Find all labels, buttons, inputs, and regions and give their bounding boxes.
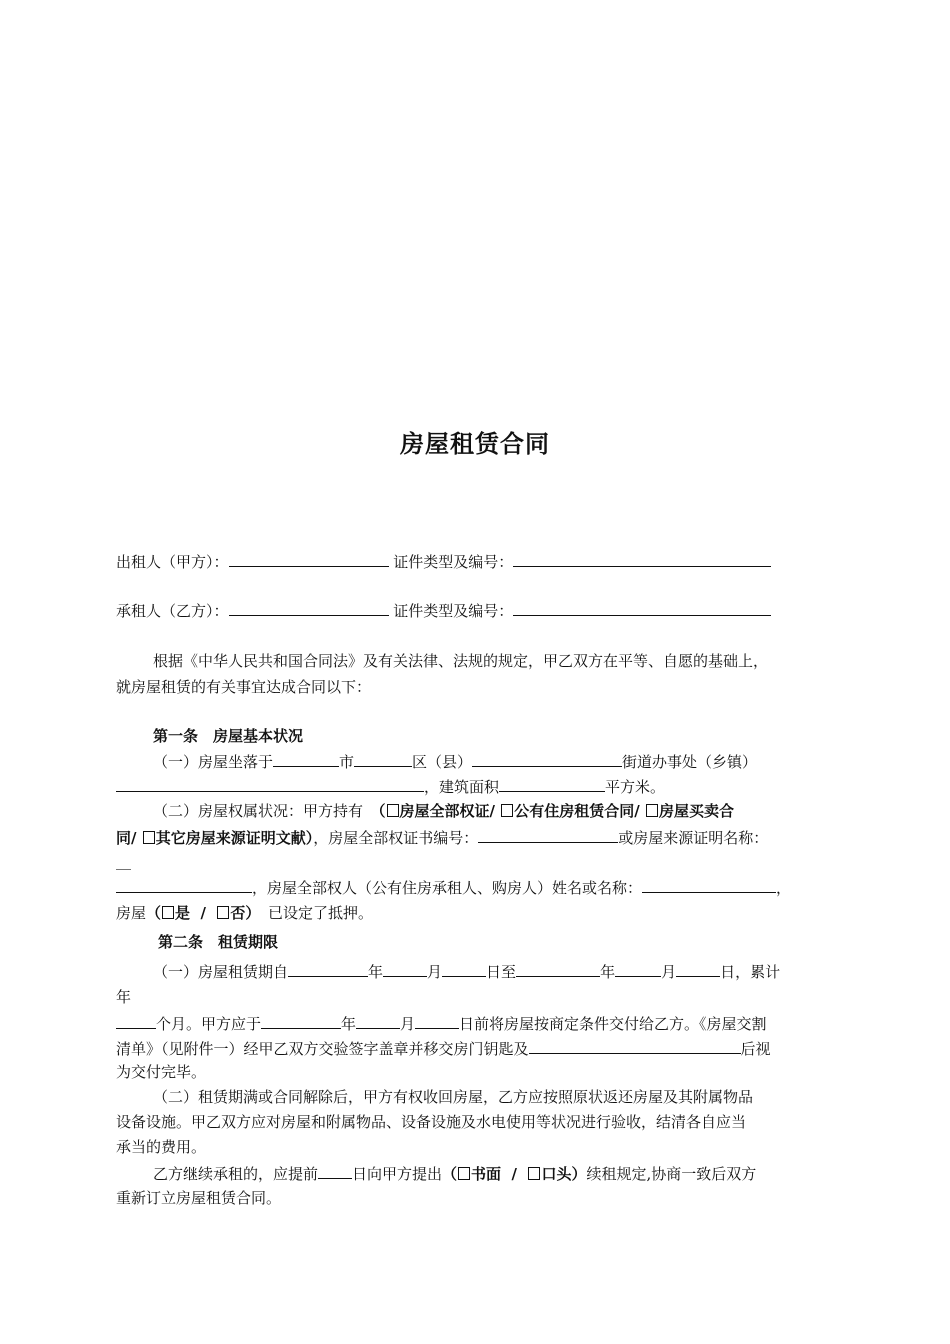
text: （一）房屋租赁期自 <box>153 963 289 981</box>
preamble-line-1: 根据《中华人民共和国合同法》及有关法律、法规的规定，甲乙双方在平等、自愿的基础上， <box>153 652 769 670</box>
text: 乙方继续承租的，应提前 <box>153 1165 319 1183</box>
checkbox-oral[interactable] <box>528 1167 540 1180</box>
checkbox-mortgage-no[interactable] <box>217 906 229 919</box>
text: 年 <box>368 963 384 981</box>
article-1-p2-line-5 <box>116 903 373 923</box>
text: 个月。甲方应于 <box>156 1015 262 1033</box>
lessee-row <box>116 600 771 621</box>
text: 日至 <box>486 963 517 981</box>
street-blank <box>472 751 622 767</box>
article-1-p1-line-2 <box>116 776 665 797</box>
start-year-blank <box>288 961 368 977</box>
text: ， <box>776 879 792 897</box>
article-2-p3-line-1 <box>153 1163 756 1184</box>
text: 房屋全部权证/ <box>399 802 501 820</box>
text: 续租规定,协商一致后双方 <box>586 1165 757 1183</box>
text: 或房屋来源证明名称： <box>618 829 769 847</box>
text: （一）房屋坐落于 <box>153 753 274 771</box>
checkbox-public-housing-lease[interactable] <box>501 804 513 817</box>
article-2-p2-line-1: （二）租赁期满或合同解除后，甲方有权收回房屋，乙方应按照原状返还房屋及其附属物品 <box>153 1088 754 1106</box>
delivery-year-blank <box>261 1013 341 1029</box>
text: 月 <box>400 1015 416 1033</box>
delivery-day-blank <box>415 1013 459 1029</box>
text: 同/ <box>116 829 142 847</box>
text: 日，累计 <box>720 963 781 981</box>
text: 月 <box>427 963 443 981</box>
text: 其它房屋来源证明文献） <box>155 829 314 847</box>
checkbox-full-title-cert[interactable] <box>387 804 399 817</box>
district-blank <box>354 751 412 767</box>
article-1-p2-line-2 <box>116 827 768 848</box>
article-2-p1-line-3 <box>116 1013 767 1034</box>
text: 是 <box>175 904 191 922</box>
checkbox-mortgage-yes[interactable] <box>162 906 174 919</box>
text: （ <box>442 1165 458 1183</box>
lessor-row <box>116 551 771 572</box>
article-2-p2-line-2: 设备设施。甲乙双方应对房屋和附属物品、设备设施及水电使用等状况进行验收，结清各自应当 <box>116 1113 747 1131</box>
text: 市 <box>339 753 355 771</box>
text: 已设定了抵押。 <box>252 904 373 922</box>
text: 房屋 <box>116 904 147 922</box>
article-2-p1-line-2: 年 <box>116 988 132 1006</box>
checkbox-purchase-contract[interactable] <box>646 804 658 817</box>
article-2-p2-line-3: 承当的费用。 <box>116 1138 207 1156</box>
text: 日前将房屋按商定条件交付给乙方。《房屋交割 <box>459 1015 767 1033</box>
text: / <box>501 1165 528 1183</box>
text: （二）房屋权属状况：甲方持有 <box>153 802 379 820</box>
text: 街道办事处（乡镇） <box>622 753 758 771</box>
text: 月 <box>661 963 677 981</box>
text: 后视 <box>740 1040 771 1058</box>
article-1-heading: 第一条 房屋基本状况 <box>153 727 304 745</box>
text: （ <box>146 904 162 922</box>
text: 口头） <box>541 1165 587 1183</box>
article-1-p2-line-3: __ <box>116 852 131 870</box>
months-blank <box>116 1013 156 1029</box>
checkbox-other-source-doc[interactable] <box>143 831 155 844</box>
preamble-line-2: 就房屋租赁的有关事宜达成合同以下： <box>116 678 372 696</box>
start-day-blank <box>442 961 486 977</box>
text: （ <box>378 802 386 820</box>
lessor-id-blank <box>513 551 771 567</box>
handover-items-blank <box>529 1038 741 1054</box>
area-blank <box>499 776 605 792</box>
text: ，房屋全部权人（公有住房承租人、购房人）姓名或名称： <box>252 879 643 897</box>
article-2-heading: 第二条 租赁期限 <box>158 933 279 951</box>
delivery-month-blank <box>356 1013 400 1029</box>
city-blank <box>273 751 339 767</box>
article-2-p1-line-1 <box>153 961 780 982</box>
article-1-p2-line-1 <box>153 801 734 821</box>
notice-days-blank <box>318 1163 352 1179</box>
lessee-label: 承租人（乙方）： <box>116 602 229 620</box>
end-day-blank <box>676 961 720 977</box>
lessee-id-blank <box>513 600 771 616</box>
text: / <box>190 904 217 922</box>
lessee-id-label: 证件类型及编号： <box>393 602 514 620</box>
text: 年 <box>341 1015 357 1033</box>
text: 房屋买卖合 <box>658 802 734 820</box>
text: 日向甲方提出 <box>352 1165 443 1183</box>
text: 区（县） <box>412 753 473 771</box>
text: ，建筑面积 <box>424 778 500 796</box>
cert-number-blank <box>478 827 618 843</box>
text: 书面 <box>471 1165 502 1183</box>
text: 否） <box>230 904 253 922</box>
text: 平方米。 <box>605 778 666 796</box>
text: 年 <box>600 963 616 981</box>
start-month-blank <box>383 961 427 977</box>
text: 公有住房租赁合同/ <box>514 802 645 820</box>
article-2-p1-line-5: 为交付完毕。 <box>116 1063 207 1081</box>
article-2-p1-line-4 <box>116 1038 771 1059</box>
owner-name-blank <box>642 877 776 893</box>
lessor-name-blank <box>229 551 389 567</box>
article-2-p3-line-2: 重新订立房屋租赁合同。 <box>116 1189 282 1207</box>
document-title: 房屋租赁合同 <box>400 429 550 458</box>
source-doc-blank <box>116 877 252 893</box>
end-year-blank <box>516 961 600 977</box>
text: ，房屋全部权证书编号： <box>313 829 479 847</box>
end-month-blank <box>615 961 661 977</box>
lessor-id-label: 证件类型及编号： <box>393 553 514 571</box>
address-blank <box>116 776 424 792</box>
article-1-p1-line-1 <box>153 751 757 772</box>
lessee-name-blank <box>229 600 389 616</box>
text: 清单》（见附件一）经甲乙双方交验签字盖章并移交房门钥匙及 <box>116 1040 529 1058</box>
lessor-label: 出租人（甲方）： <box>116 553 229 571</box>
checkbox-written[interactable] <box>458 1167 470 1180</box>
article-1-p2-line-4 <box>116 877 791 898</box>
